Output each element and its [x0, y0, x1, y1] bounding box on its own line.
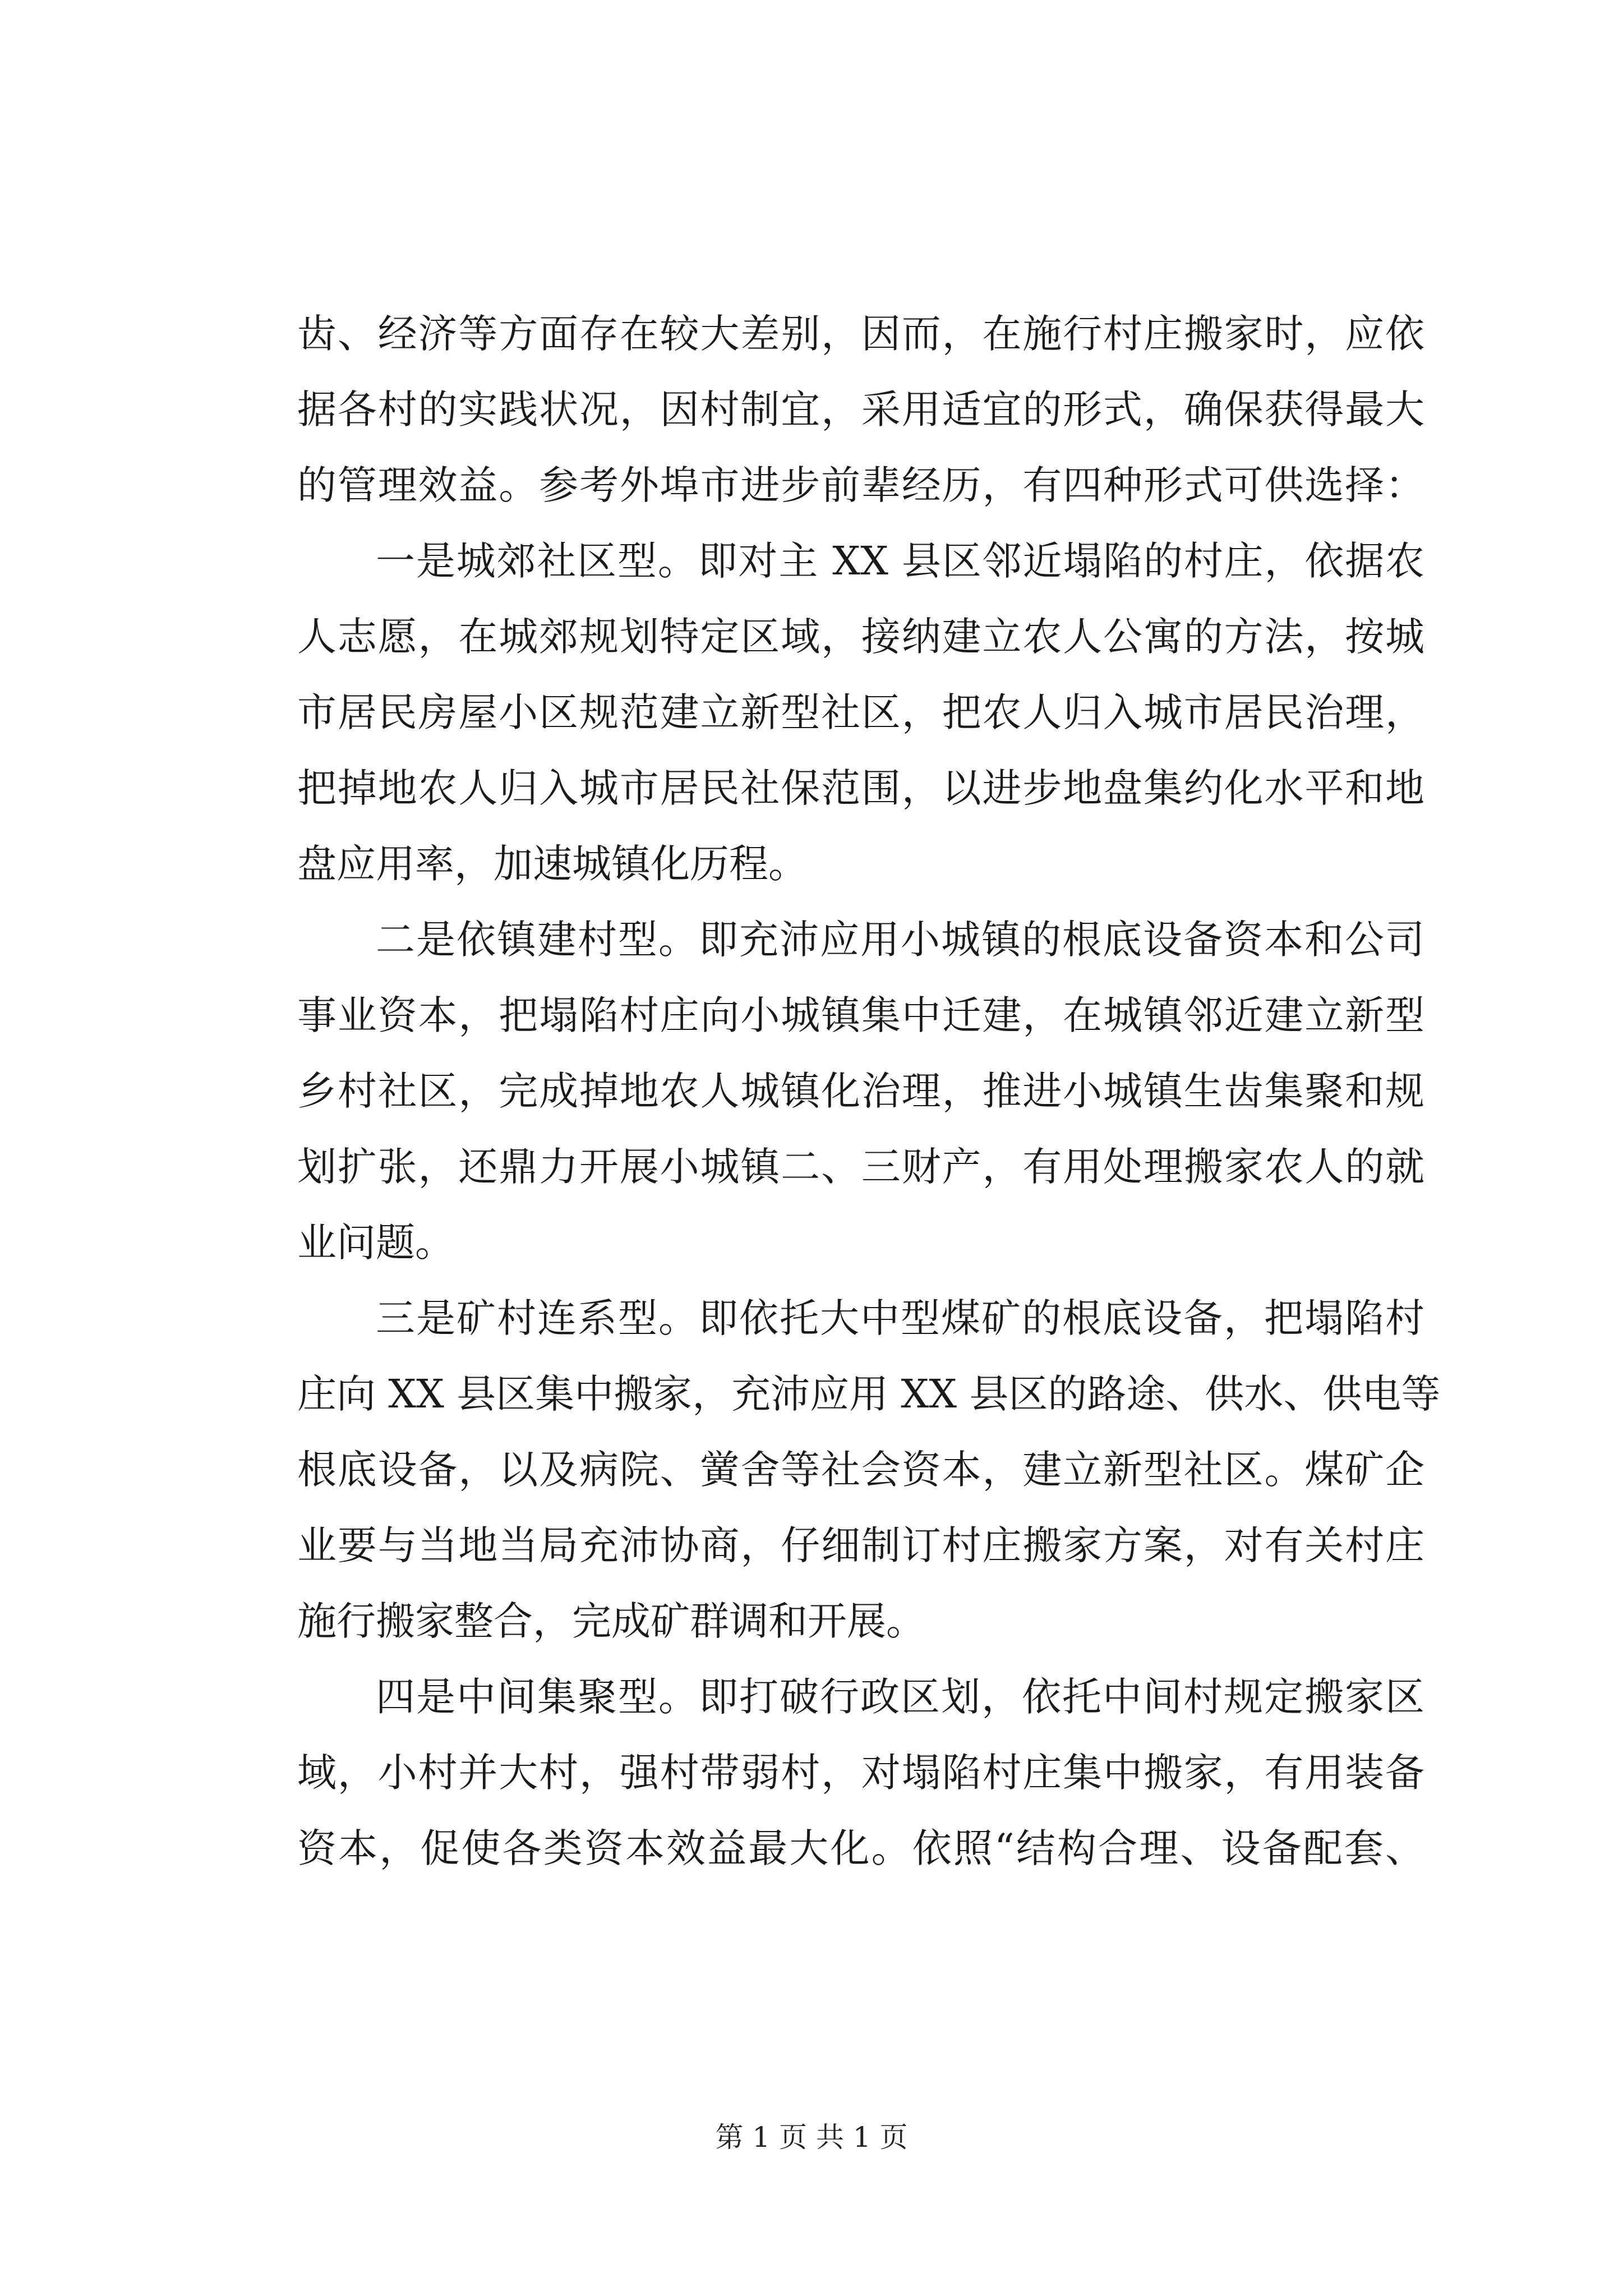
paragraph-start-line: 二是依镇建村型。即充沛应用小城镇的根底设备资本和公司 [376, 917, 1424, 963]
text-line: 把掉地农人归入城市居民社保范围，以进步地盘集约化水平和地 [297, 765, 1424, 811]
text-line: 施行搬家整合，完成矿群调和开展。 [297, 1598, 925, 1644]
text-line: 市居民房屋小区规范建立新型社区，把农人归入城市居民治理， [297, 689, 1424, 735]
text-line: 齿、经济等方面存在较大差别，因而，在施行村庄搬家时，应依 [297, 311, 1424, 357]
text-line: 盘应用率，加速城镇化历程。 [297, 841, 808, 887]
text-line: 的管理效益。参考外埠市进步前辈经历，有四种形式可供选择： [297, 462, 1424, 508]
text-line: 划扩张，还鼎力开展小城镇二、三财产，有用处理搬家农人的就 [297, 1144, 1424, 1190]
paragraph-start-line: 一是城郊社区型。即对主 XX 县区邻近塌陷的村庄，依据农 [376, 538, 1424, 584]
text-line: 业要与当地当局充沛协商，仔细制订村庄搬家方案，对有关村庄 [297, 1522, 1424, 1568]
text-line: 人志愿，在城郊规划特定区域，接纳建立农人公寓的方法，按城 [297, 614, 1424, 660]
text-line: 域，小村并大村，强村带弱村，对塌陷村庄集中搬家，有用装备 [297, 1750, 1424, 1796]
text-line: 资本，促使各类资本效益最大化。依照“结构合理、设备配套、 [297, 1825, 1424, 1871]
page-footer [0, 2120, 1623, 2154]
text-line: 乡村社区，完成掉地农人城镇化治理，推进小城镇生齿集聚和规 [297, 1068, 1424, 1114]
text-line: 根底设备，以及病院、黉舍等社会资本，建立新型社区。煤矿企 [297, 1447, 1424, 1493]
paragraph-start-line: 三是矿村连系型。即依托大中型煤矿的根底设备，把塌陷村 [376, 1295, 1424, 1341]
paragraph-start-line: 四是中间集聚型。即打破行政区划，依托中间村规定搬家区 [376, 1674, 1424, 1720]
text-line: 庄向 XX 县区集中搬家，充沛应用 XX 县区的路途、供水、供电等 [297, 1371, 1441, 1417]
text-line: 事业资本，把塌陷村庄向小城镇集中迁建，在城镇邻近建立新型 [297, 992, 1424, 1038]
text-line: 业问题。 [297, 1220, 454, 1266]
text-line: 据各村的实践状况，因村制宜，采用适宜的形式，确保获得最大 [297, 386, 1424, 432]
page-number: 第 1 页 共 1 页 [715, 2121, 908, 2154]
